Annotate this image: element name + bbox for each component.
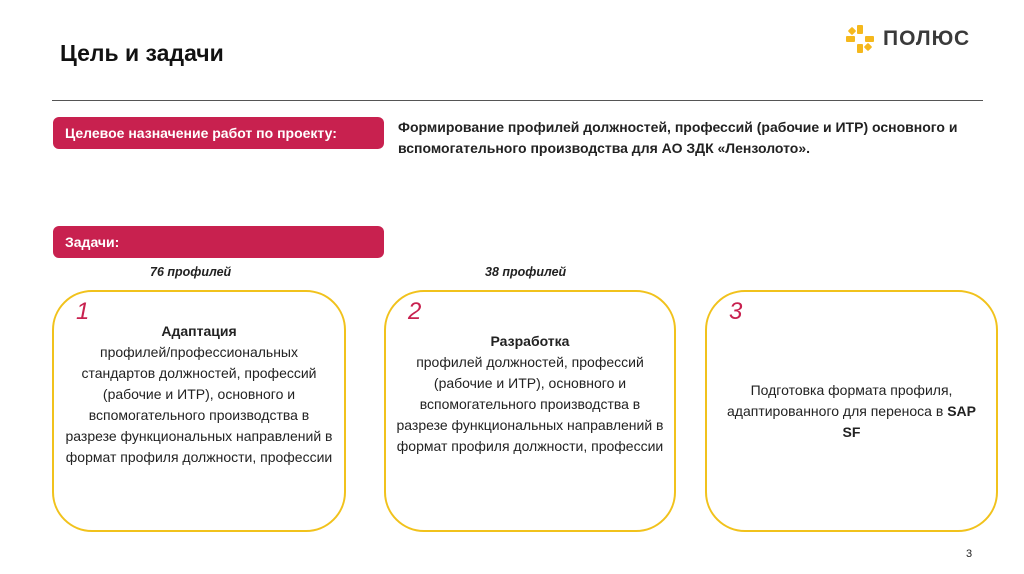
polyus-logo-icon (845, 24, 875, 54)
task-heading: Адаптация (161, 323, 237, 339)
task-body (64, 321, 334, 468)
task-number: 2 (408, 298, 422, 325)
goal-label: Целевое назначение работ по проекту: (65, 125, 337, 141)
task-card-2 (384, 290, 676, 532)
task-number: 1 (76, 298, 90, 325)
task-text: профилей должностей, профессий (рабочие и ИТР), основного и вспомогательного производства в разрезе функциональных направлений в формат профиля должности, профессии (396, 354, 664, 454)
tasks-label-bar (53, 226, 384, 258)
page-number: 3 (966, 548, 973, 560)
task-text: Подготовка формата профиля, адаптированного для переноса в (727, 382, 953, 419)
header-divider (52, 100, 983, 101)
polyus-logo (845, 24, 970, 54)
task-card-3 (705, 290, 998, 532)
logo-text: ПОЛЮС (883, 27, 971, 50)
profile-count-2: 38 профилей (485, 265, 567, 279)
task-card-1 (52, 290, 346, 532)
task-heading: Разработка (490, 333, 570, 349)
task-body (717, 380, 986, 443)
task-number: 3 (729, 298, 743, 325)
page-title: Цель и задачи (60, 40, 224, 66)
task-text-bold: SAP SF (842, 403, 976, 440)
task-body (396, 331, 664, 457)
profile-count-1: 76 профилей (150, 265, 232, 279)
goal-text: Формирование профилей должностей, профессий (рабочие и ИТР) основного и вспомогательного производства для АО ЗДК «Лензолото». (398, 119, 958, 156)
goal-label-bar (53, 117, 384, 149)
tasks-label: Задачи: (65, 234, 120, 250)
task-text: профилей/профессиональных стандартов должностей, профессий (рабочие и ИТР), основного и вспомогательного производства в разрезе функциональных направлений в формат профиля должности, профессии (65, 344, 333, 465)
